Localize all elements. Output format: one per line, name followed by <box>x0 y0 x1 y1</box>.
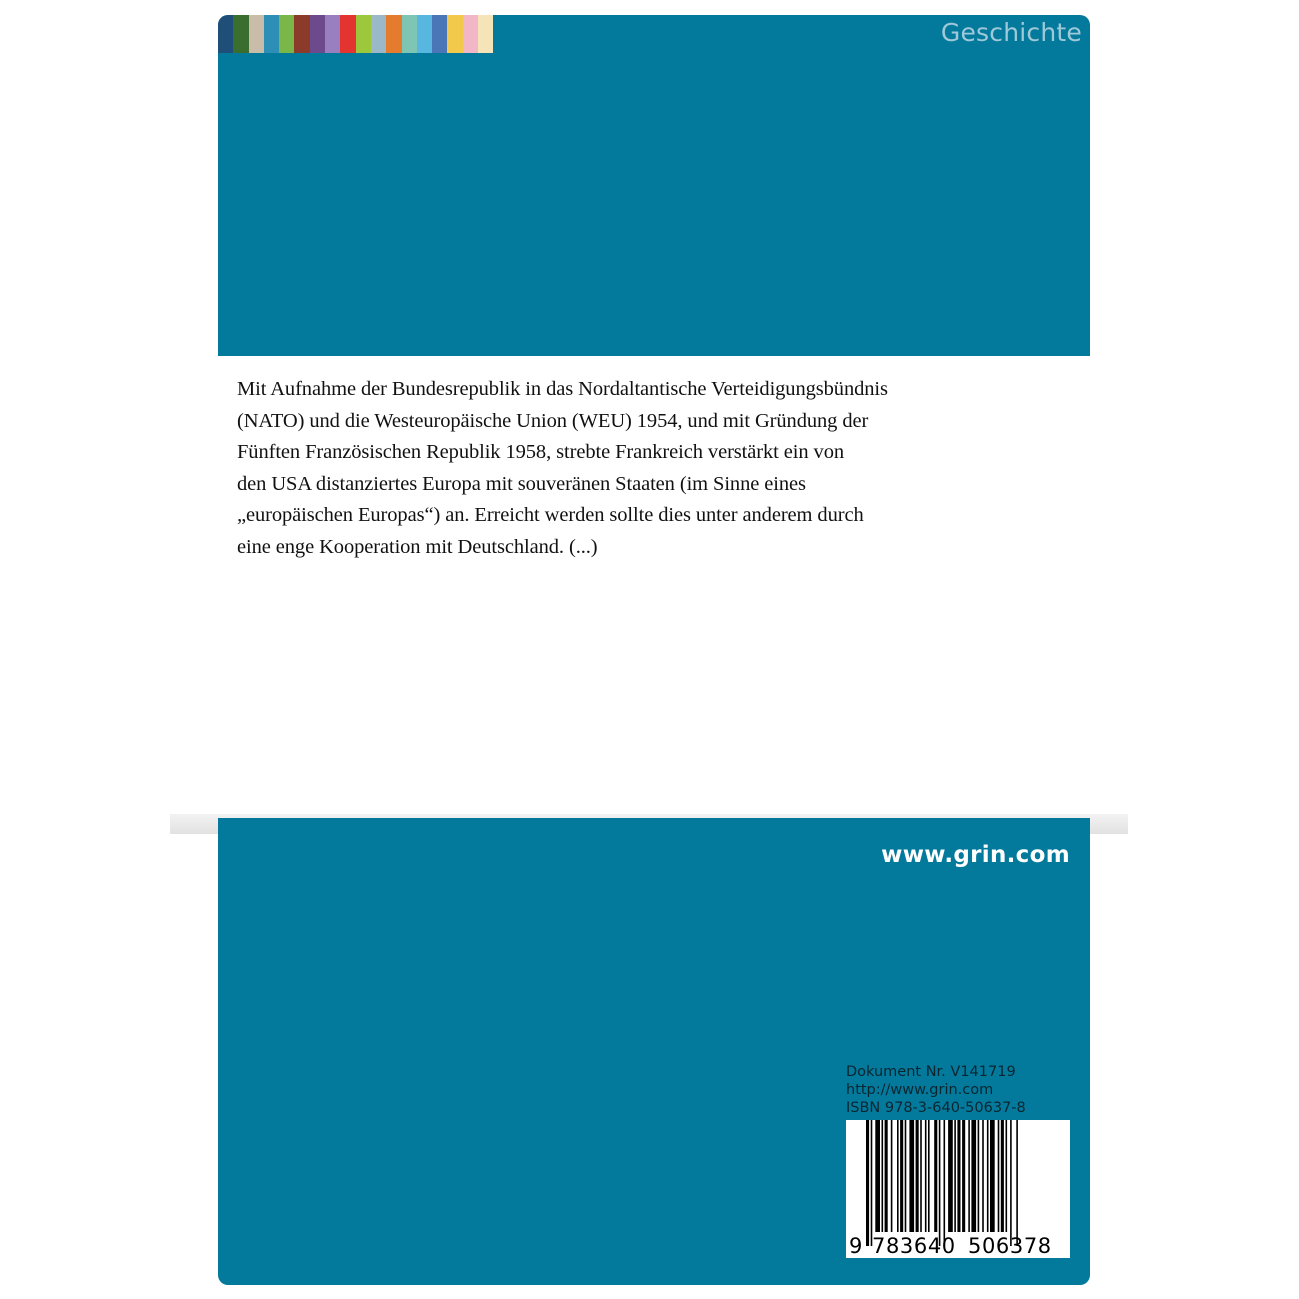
barcode-bar <box>916 1120 919 1232</box>
barcode-bar <box>905 1120 907 1232</box>
publisher-url[interactable]: www.grin.com <box>881 842 1070 868</box>
color-stripe <box>294 15 309 53</box>
color-stripe <box>447 15 462 53</box>
color-stripe <box>340 15 355 53</box>
barcode-bar <box>885 1120 888 1232</box>
isbn-barcode <box>846 1120 1070 1258</box>
color-stripe <box>310 15 325 53</box>
barcode-bar <box>909 1120 914 1232</box>
isbn-number: ISBN 978-3-640-50637-8 <box>846 1100 1026 1116</box>
color-stripe <box>371 15 386 53</box>
barcode-bar <box>990 1120 995 1232</box>
cover-bottom-panel <box>218 818 1090 1285</box>
color-stripe <box>402 15 417 53</box>
color-stripe <box>233 15 248 53</box>
color-stripe <box>279 15 294 53</box>
color-stripe <box>478 15 493 53</box>
barcode-bar <box>934 1120 937 1232</box>
barcode-bar <box>900 1120 903 1232</box>
barcode-bar <box>982 1120 984 1232</box>
barcode-digits-right: 506378 <box>968 1234 1052 1258</box>
barcode-bar <box>875 1120 880 1232</box>
barcode-bar <box>928 1120 930 1232</box>
barcode-bar <box>987 1120 989 1232</box>
color-stripe <box>386 15 401 53</box>
barcode-bar <box>882 1120 884 1232</box>
barcode-bar <box>998 1120 1000 1232</box>
color-stripe <box>325 15 340 53</box>
barcode-bar <box>1006 1120 1008 1232</box>
color-stripes <box>218 15 493 53</box>
barcode-bar <box>968 1120 970 1232</box>
barcode-bar <box>978 1120 980 1232</box>
cover-top-panel <box>218 15 1090 356</box>
barcode-bar <box>866 1120 869 1246</box>
document-url[interactable]: http://www.grin.com <box>846 1082 994 1098</box>
barcode-bar <box>891 1120 893 1232</box>
barcode-bar <box>948 1120 953 1232</box>
book-description: Mit Aufnahme der Bundesrepublik in das Nordaltantische Verteidigungsbündnis (NATO) und die Westeuropäische Union (WEU) 1954, und mit Gründung der Fünften Französischen Republik 1958, strebte Frankreich verstärkt ein von den USA distanziertes Europa mit souveränen Staaten (im Sinne eines „europäischen Europas“) an. Erreicht werden sollte dies unter anderem durch eine enge Kooperation mit Deutschland. (...) <box>237 378 888 558</box>
color-stripe <box>432 15 447 53</box>
barcode-bar <box>920 1120 922 1232</box>
color-stripe <box>417 15 432 53</box>
barcode-bar <box>971 1120 976 1232</box>
barcode-bar <box>1010 1120 1012 1246</box>
barcode-bar <box>871 1120 873 1246</box>
barcode-digits-left: 783640 <box>872 1234 956 1258</box>
document-info <box>846 1063 1026 1117</box>
color-stripe <box>463 15 478 53</box>
barcode-bar <box>897 1120 899 1232</box>
color-stripe <box>264 15 279 53</box>
document-number: Dokument Nr. V141719 <box>846 1064 1016 1080</box>
barcode-bar <box>957 1120 960 1232</box>
barcode-digit-lead: 9 <box>849 1234 863 1258</box>
barcode-bar <box>954 1120 956 1232</box>
barcode-bar <box>962 1120 965 1232</box>
barcode-bar <box>944 1120 946 1246</box>
color-stripe <box>356 15 371 53</box>
category-label: Geschichte <box>940 18 1082 47</box>
barcode-bar <box>939 1120 941 1246</box>
color-stripe <box>218 15 233 53</box>
barcode-bar <box>1001 1120 1004 1232</box>
color-stripe <box>249 15 264 53</box>
barcode-bar <box>925 1120 927 1232</box>
barcode-bar <box>1016 1120 1018 1246</box>
